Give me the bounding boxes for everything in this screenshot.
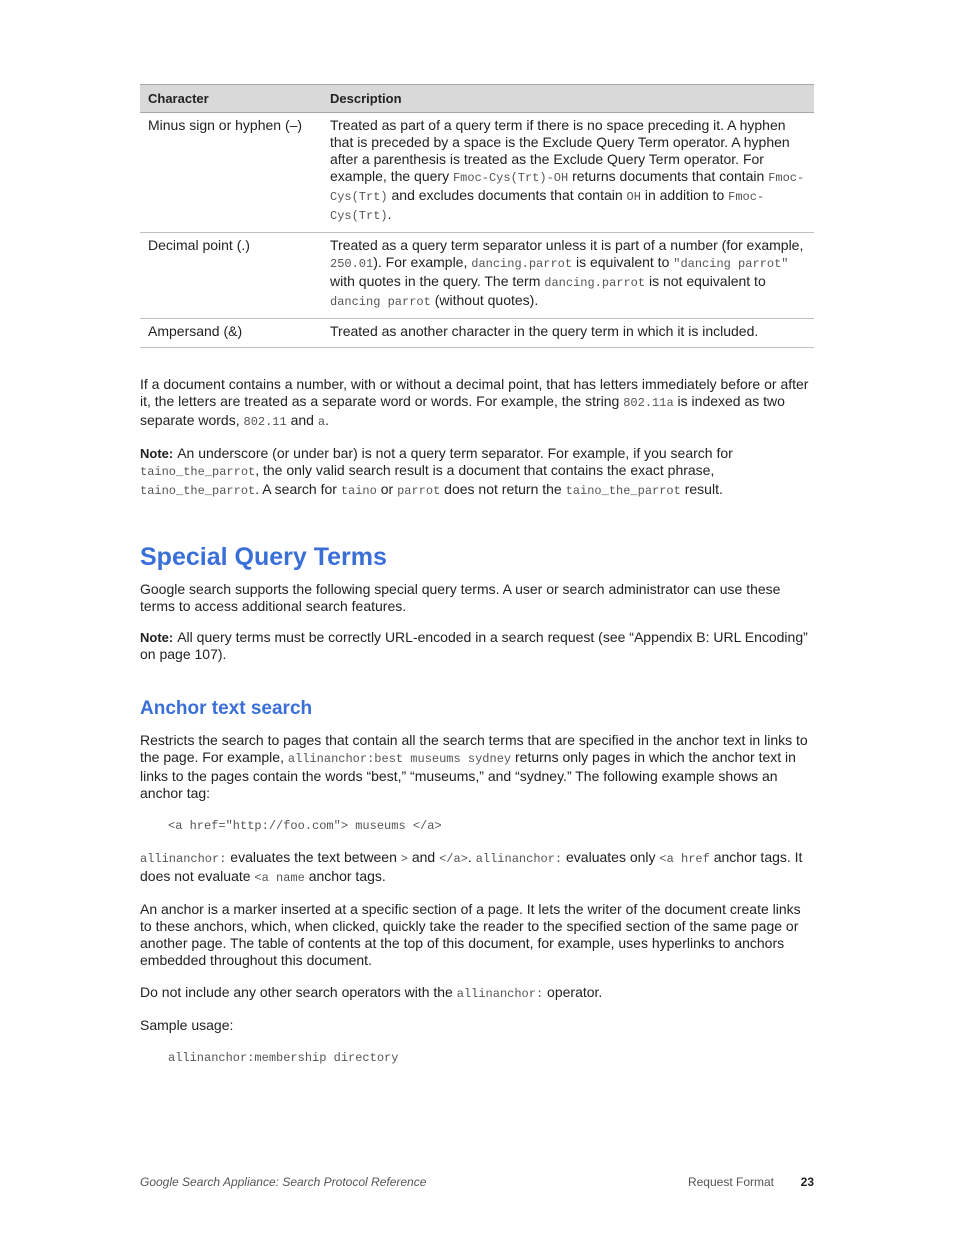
text-run: Treated as part of a query term if there is no space preceding it. A hyphen that is preceded by a space is the Exclude Query Term operator. A hyphen after a parenthesis is treated as the Exclude Query Term operator. For example, the query [330, 117, 790, 184]
text-run: . [467, 849, 476, 865]
table-cell-description [322, 319, 814, 348]
text-run: does not return the [440, 481, 566, 497]
text-run: . [325, 412, 329, 428]
inline-code: allinanchor: [140, 852, 227, 866]
heading-special-query-terms: Special Query Terms [140, 543, 387, 571]
inline-code: </a> [439, 852, 468, 866]
inline-code: allinanchor: [475, 852, 563, 866]
text-run: All query terms must be correctly URL-encoded in a search request (see “Appendix B: URL Encoding” on page 107). [140, 629, 808, 662]
code-sample-usage [140, 1048, 814, 1067]
note-text [140, 629, 808, 662]
text-run: (without quotes). [430, 292, 539, 308]
inline-code: parrot [397, 484, 441, 498]
table-row [140, 113, 814, 233]
paragraph-anchor-definition [140, 901, 814, 969]
text-run: is indexed as two separate words, [140, 393, 785, 428]
text-run: Treated as a query term separator unless it is part of a number (for example, [330, 237, 804, 253]
table-cell-character: Minus sign or hyphen (–) [140, 113, 322, 233]
text-run: , the only valid search result is a document that contains the exact phrase, [255, 462, 715, 478]
table-row [140, 233, 814, 319]
text-run: Do not include any other search operators with the [140, 984, 457, 1000]
text-run: . [387, 206, 392, 222]
code-text: allinanchor:membership directory [168, 1051, 399, 1065]
paragraph-numbers-letters [140, 376, 814, 431]
note-text [140, 445, 733, 497]
inline-code: <a href [659, 852, 710, 866]
inline-code: 802.11 [243, 415, 287, 429]
page-number: 23 [800, 1175, 814, 1189]
inline-code: dancing.parrot [471, 257, 573, 271]
table-header-description: Description [322, 85, 814, 113]
heading-anchor-text-search: Anchor text search [140, 698, 313, 719]
text-run: evaluates the text between [226, 849, 401, 865]
inline-code: taino_the_parrot [565, 484, 681, 498]
note-underscore [140, 445, 814, 500]
text-run: Restricts the search to pages that contain all the search terms that are specified in the anchor text in links to the page. For example, [140, 732, 808, 765]
text-run: anchor tags. [304, 868, 386, 884]
table-cell-character [140, 233, 322, 319]
inline-code: a [317, 415, 326, 429]
inline-code: 250.01 [330, 257, 374, 271]
text-run: If a document contains a number, with or without a decimal point, that has letters immediately before or after it, the letters are treated as a separate word or words. For example, the string [140, 376, 809, 409]
inline-code: <a name [254, 871, 305, 885]
text-run: or [376, 481, 398, 497]
paragraph-intro [140, 581, 814, 615]
character-table [140, 84, 814, 348]
paragraph-no-other-operators [140, 984, 814, 1003]
note-label: Note: [140, 446, 174, 461]
character-label: Decimal point (.) [148, 237, 250, 253]
table-cell-character: Ampersand (&) [140, 319, 322, 348]
table-cell-description [322, 233, 814, 319]
note-label: Note: [140, 630, 174, 645]
text-run: result. [680, 481, 723, 497]
inline-code: "dancing parrot" [673, 257, 789, 271]
text-run: An underscore (or under bar) is not a query term separator. For example, if you search for [177, 445, 733, 461]
footer-title: Google Search Appliance: Search Protocol Reference [140, 1175, 427, 1189]
inline-code: taino [340, 484, 377, 498]
inline-code: dancing parrot [330, 295, 431, 309]
inline-code: 802.11a [623, 396, 674, 410]
table-header-row [140, 85, 814, 113]
inline-code: Fmoc-Cys(Trt)-OH [452, 171, 569, 185]
inline-code: allinanchor:best museums sydney [287, 752, 512, 766]
text-run: ). For example, [373, 254, 472, 270]
code-anchor-example [140, 816, 814, 835]
text-run: with quotes in the query. The term [330, 273, 545, 289]
inline-code: dancing.parrot [544, 276, 646, 290]
inline-code: Fmoc-Cys(Trt) [330, 171, 805, 204]
text-run: returns only pages in which the anchor text in links to the pages contain the words “best,” “museums,” and “sydney.” The following example shows an anchor tag: [140, 749, 796, 801]
table-cell-description [322, 113, 814, 233]
text-run: is equivalent to [572, 254, 674, 270]
inline-code: taino_the_parrot [140, 465, 256, 479]
sample-usage-label: Sample usage: [140, 1017, 234, 1033]
page-footer [140, 1173, 814, 1191]
paragraph-anchor-description [140, 732, 814, 802]
text-run: and [407, 849, 440, 865]
footer-section: Request Format [687, 1175, 774, 1189]
paragraph-allinanchor-evaluates [140, 849, 814, 887]
inline-code: OH [626, 190, 641, 204]
text-run: Google search supports the following special query terms. A user or search administrator can use these terms to access additional search features. [140, 581, 781, 614]
table-row [140, 319, 814, 348]
text-run: returns documents that contain [568, 168, 769, 184]
inline-code: allinanchor: [456, 987, 544, 1001]
inline-code: Fmoc-Cys(Trt) [330, 190, 765, 223]
text-run: evaluates only [562, 849, 660, 865]
inline-code: taino_the_parrot [140, 484, 256, 498]
text-run: is not equivalent to [645, 273, 766, 289]
text-run: anchor tags. It does not evaluate [140, 849, 803, 884]
table-header-character: Character [140, 85, 322, 113]
page-content [140, 84, 814, 1067]
text-run: and excludes documents that contain [387, 187, 627, 203]
text-run: . A search for [255, 481, 341, 497]
text-run: operator. [543, 984, 603, 1000]
text-run: Treated as another character in the query term in which it is included. [330, 323, 759, 339]
text-run: An anchor is a marker inserted at a specific section of a page. It lets the writer of the document create links to these anchors, which, when clicked, quickly take the reader to the specified section of the same page or another page. The table of contents at the top of this document, for example, uses hyperlinks to anchors embedded throughout this document. [140, 901, 801, 968]
note-url-encoding [140, 629, 814, 663]
text-run: and [286, 412, 318, 428]
inline-code: > [400, 852, 408, 866]
code-text: <a href="http://foo.com"> museums </a> [168, 819, 442, 833]
text-run: in addition to [640, 187, 729, 203]
